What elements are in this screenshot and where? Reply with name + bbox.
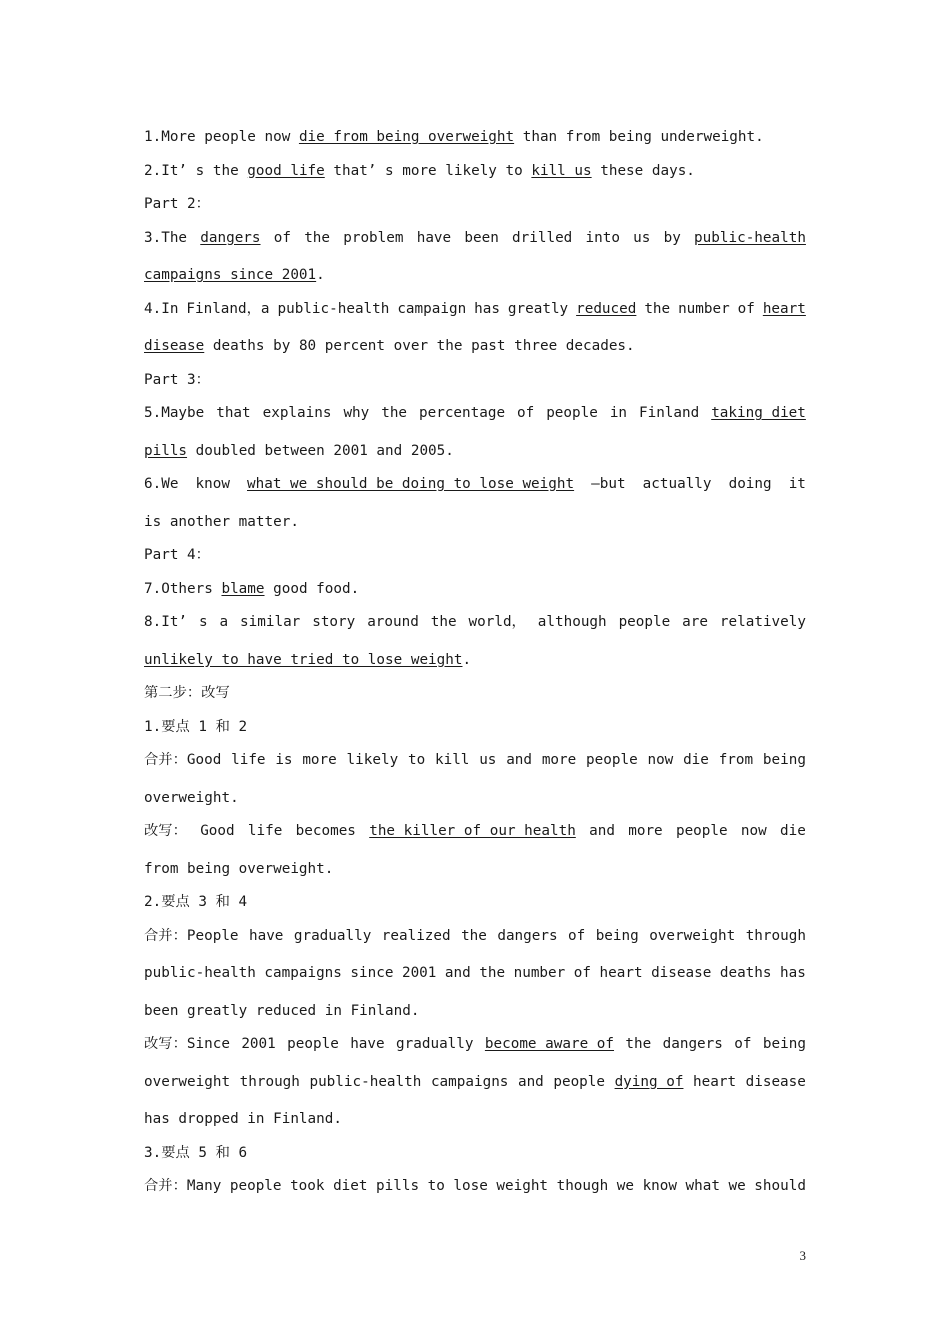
text-run: drilled <box>512 229 573 246</box>
underlined-answer: pills <box>144 442 188 459</box>
text-run: 5.Maybe <box>144 405 205 421</box>
text-run: —but <box>591 476 626 492</box>
text-run: Good <box>200 823 235 839</box>
underlined-answer: good life <box>247 162 325 179</box>
text-line <box>144 1175 806 1197</box>
text-line <box>144 440 806 462</box>
text-run: people <box>553 1073 606 1090</box>
underlined-answer: campaigns since 2001 <box>144 267 317 283</box>
underlined-answer: become aware of <box>484 1036 615 1052</box>
text-run: the <box>430 614 457 630</box>
text-run: lose <box>453 1178 488 1194</box>
text-run: doing <box>728 476 772 492</box>
text-run: why <box>343 405 370 421</box>
underlined-answer: disease <box>144 338 205 354</box>
text-run: people <box>675 823 728 839</box>
text-run: 改写： <box>144 823 187 839</box>
text-run: of <box>568 927 586 944</box>
underlined-answer: public-health <box>694 229 806 246</box>
text-run: dangers <box>662 1036 723 1052</box>
text-run: more <box>628 823 663 839</box>
text-run: gradually <box>293 927 372 944</box>
text-run: into <box>585 229 620 246</box>
text-line <box>144 820 806 842</box>
text-run: relatively <box>719 614 806 630</box>
text-run: public-health <box>309 1073 422 1090</box>
text-run: s <box>198 614 208 630</box>
text-run: actually <box>642 476 712 492</box>
text-run: by <box>663 229 681 246</box>
text-run: diet <box>333 1178 368 1194</box>
text-run: overweight. <box>144 789 239 806</box>
text-run: what <box>685 1178 720 1194</box>
text-run: 1.要点 1 和 2 <box>144 718 248 735</box>
underlined-answer: kill us <box>531 162 592 179</box>
text-run: is <box>275 752 293 768</box>
underlined-answer: dying of <box>614 1073 684 1090</box>
text-run: been greatly reduced in Finland. <box>144 1002 420 1019</box>
text-line <box>144 858 806 880</box>
text-run: heart <box>599 965 643 981</box>
underlined-answer: taking diet <box>711 405 806 421</box>
text-run: now <box>647 752 674 768</box>
text-run: the <box>625 1036 652 1052</box>
text-run: that’ s more likely to <box>324 162 532 179</box>
text-run: 4.In <box>144 300 179 317</box>
text-run: Part 4： <box>144 547 210 563</box>
text-line <box>144 578 806 600</box>
text-run: people <box>546 405 598 421</box>
text-run: people <box>229 1178 282 1194</box>
text-run: campaigns <box>430 1073 509 1090</box>
text-run: we <box>616 1178 635 1194</box>
text-run: good food. <box>264 580 360 597</box>
text-run: 合并：Many <box>144 1178 222 1194</box>
text-run: and <box>517 1073 544 1090</box>
page-number: 3 <box>799 1248 806 1263</box>
underlined-answer: the killer of our health <box>369 823 576 839</box>
text-line <box>144 1142 806 1164</box>
text-run: 合并：Good <box>144 752 222 768</box>
text-run: have <box>350 1036 385 1052</box>
text-line <box>144 298 806 320</box>
text-line <box>144 160 806 182</box>
text-run: have <box>248 927 284 944</box>
text-run: percentage <box>419 405 506 421</box>
text-run: Part 2： <box>144 196 210 212</box>
text-run: people <box>287 1036 339 1052</box>
text-run: dangers <box>497 927 558 944</box>
text-run: being <box>762 752 806 768</box>
text-line <box>144 682 806 704</box>
text-line <box>144 335 806 357</box>
text-run: . <box>462 651 472 668</box>
text-run: us <box>479 752 497 768</box>
text-run: 3.要点 5 和 6 <box>144 1144 248 1161</box>
text-run: of <box>517 405 535 421</box>
text-run: Part 3： <box>144 371 210 388</box>
text-run: number <box>513 965 566 981</box>
text-run: through <box>239 1073 300 1090</box>
text-run: number <box>678 300 730 317</box>
text-run: realized <box>381 927 451 944</box>
text-run: we <box>728 1178 746 1194</box>
text-run: know <box>195 476 230 492</box>
text-run: people <box>586 752 638 768</box>
text-run: through <box>745 927 806 944</box>
text-run: it <box>788 476 806 492</box>
text-run: of <box>573 965 591 981</box>
text-run: 2001 <box>401 965 437 981</box>
text-run: greatly <box>507 300 569 317</box>
text-run: from being overweight. <box>144 860 334 877</box>
text-run: life <box>247 823 283 839</box>
text-run: since <box>350 965 394 981</box>
text-run: than from being underweight. <box>514 129 764 145</box>
underlined-answer: heart <box>762 300 806 317</box>
text-run: the <box>381 405 408 421</box>
text-run: to <box>427 1178 445 1194</box>
text-run: the <box>461 927 487 944</box>
text-line <box>144 369 806 391</box>
text-run: overweight <box>649 927 736 944</box>
text-run: people <box>618 614 671 630</box>
text-run: public-health <box>277 300 390 317</box>
text-run: took <box>290 1178 325 1194</box>
text-line <box>144 1108 806 1130</box>
underlined-answer: reduced <box>576 300 637 317</box>
text-run: and <box>444 965 471 981</box>
text-run: heart <box>693 1073 737 1090</box>
text-line <box>144 716 806 738</box>
text-run: the <box>644 300 671 317</box>
text-run: of <box>734 1036 752 1052</box>
text-line <box>144 1071 806 1093</box>
text-run: likely <box>346 752 399 768</box>
text-run: of <box>737 300 755 317</box>
text-run: pills <box>376 1178 420 1194</box>
text-line <box>144 264 806 286</box>
text-run: that <box>216 405 251 421</box>
text-run: 7.Others <box>144 580 222 597</box>
text-run: these days. <box>591 162 695 179</box>
text-line <box>144 962 806 984</box>
text-line <box>144 649 806 671</box>
text-run: should <box>754 1178 806 1194</box>
underlined-answer: dangers <box>200 229 261 246</box>
text-run: 2001 <box>241 1036 276 1052</box>
text-run: gradually <box>396 1036 474 1052</box>
text-run: to <box>407 752 426 768</box>
text-run: life <box>231 752 266 768</box>
text-run: has <box>780 965 806 981</box>
text-run: more <box>302 752 337 768</box>
text-run: 改写：Since <box>144 1036 230 1052</box>
document-body <box>144 126 806 1197</box>
text-run: campaign <box>397 300 467 317</box>
text-run: die <box>683 752 709 768</box>
text-run: deaths <box>719 965 772 981</box>
text-run: although <box>537 614 607 630</box>
text-run: world， <box>468 614 526 630</box>
text-run: disease <box>745 1073 806 1090</box>
text-run: . <box>316 267 325 283</box>
text-run: Finland <box>638 405 700 421</box>
text-run: has <box>474 300 500 317</box>
text-run: around <box>367 614 419 630</box>
text-line <box>144 193 806 215</box>
text-run: 8.It’ <box>144 614 188 630</box>
text-run: 合并：People <box>144 927 239 944</box>
text-line <box>144 891 806 913</box>
text-run: and <box>589 823 615 839</box>
text-run: has dropped in Finland. <box>144 1111 342 1127</box>
text-run: have <box>416 229 452 246</box>
text-run: us <box>633 229 651 246</box>
text-line <box>144 227 806 249</box>
text-line <box>144 1033 806 1055</box>
text-line <box>144 925 806 947</box>
text-run: explains <box>262 405 332 421</box>
text-line <box>144 611 806 633</box>
text-line <box>144 473 806 495</box>
text-run: the <box>479 965 506 981</box>
text-run: a <box>219 614 229 630</box>
text-run: doubled between 2001 and 2005. <box>187 442 454 459</box>
text-run: becomes <box>295 823 356 839</box>
text-run: is another matter. <box>144 513 299 530</box>
underlined-answer: unlikely to have tried to lose weight <box>144 651 463 668</box>
text-run: 1.More people now <box>144 129 299 145</box>
text-run: problem <box>343 229 404 246</box>
text-run: Finland，a <box>186 300 270 317</box>
underlined-answer: what we should be doing to lose weight <box>247 476 575 492</box>
text-run: being <box>762 1036 806 1052</box>
text-line <box>144 1000 806 1022</box>
underlined-answer: blame <box>221 580 265 597</box>
text-run: in <box>609 405 628 421</box>
text-line <box>144 511 806 533</box>
text-run: being <box>595 927 639 944</box>
text-run: are <box>682 614 708 630</box>
text-run: 3.The <box>144 229 188 246</box>
text-run: 2.It’ s the <box>144 162 248 179</box>
text-run: kill <box>434 752 470 768</box>
text-line <box>144 749 806 771</box>
text-run: disease <box>651 965 712 981</box>
text-run: now <box>740 823 767 839</box>
text-run: campaigns <box>264 965 342 981</box>
text-line <box>144 544 806 566</box>
text-run: similar <box>240 614 301 630</box>
text-line <box>144 787 806 809</box>
text-run: public-health <box>144 965 256 981</box>
text-run: of <box>273 229 291 246</box>
text-run: and <box>506 752 533 768</box>
text-run: the <box>304 229 331 246</box>
text-run: been <box>464 229 499 246</box>
text-line <box>144 126 806 148</box>
text-run: die <box>780 823 806 839</box>
text-run: story <box>312 614 356 630</box>
text-run: know <box>642 1178 677 1194</box>
underlined-answer: die from being overweight <box>298 129 515 145</box>
text-run: though <box>556 1178 609 1194</box>
text-run: 6.We <box>144 476 179 492</box>
text-run: more <box>541 752 577 768</box>
text-run: 第二步：改写 <box>144 685 230 701</box>
text-run: deaths by 80 percent over the past three decades. <box>204 338 635 354</box>
text-run: 2.要点 3 和 4 <box>144 894 248 910</box>
text-run: overweight <box>144 1073 231 1090</box>
text-run: weight <box>496 1178 549 1194</box>
text-line <box>144 402 806 424</box>
text-run: from <box>718 752 754 768</box>
